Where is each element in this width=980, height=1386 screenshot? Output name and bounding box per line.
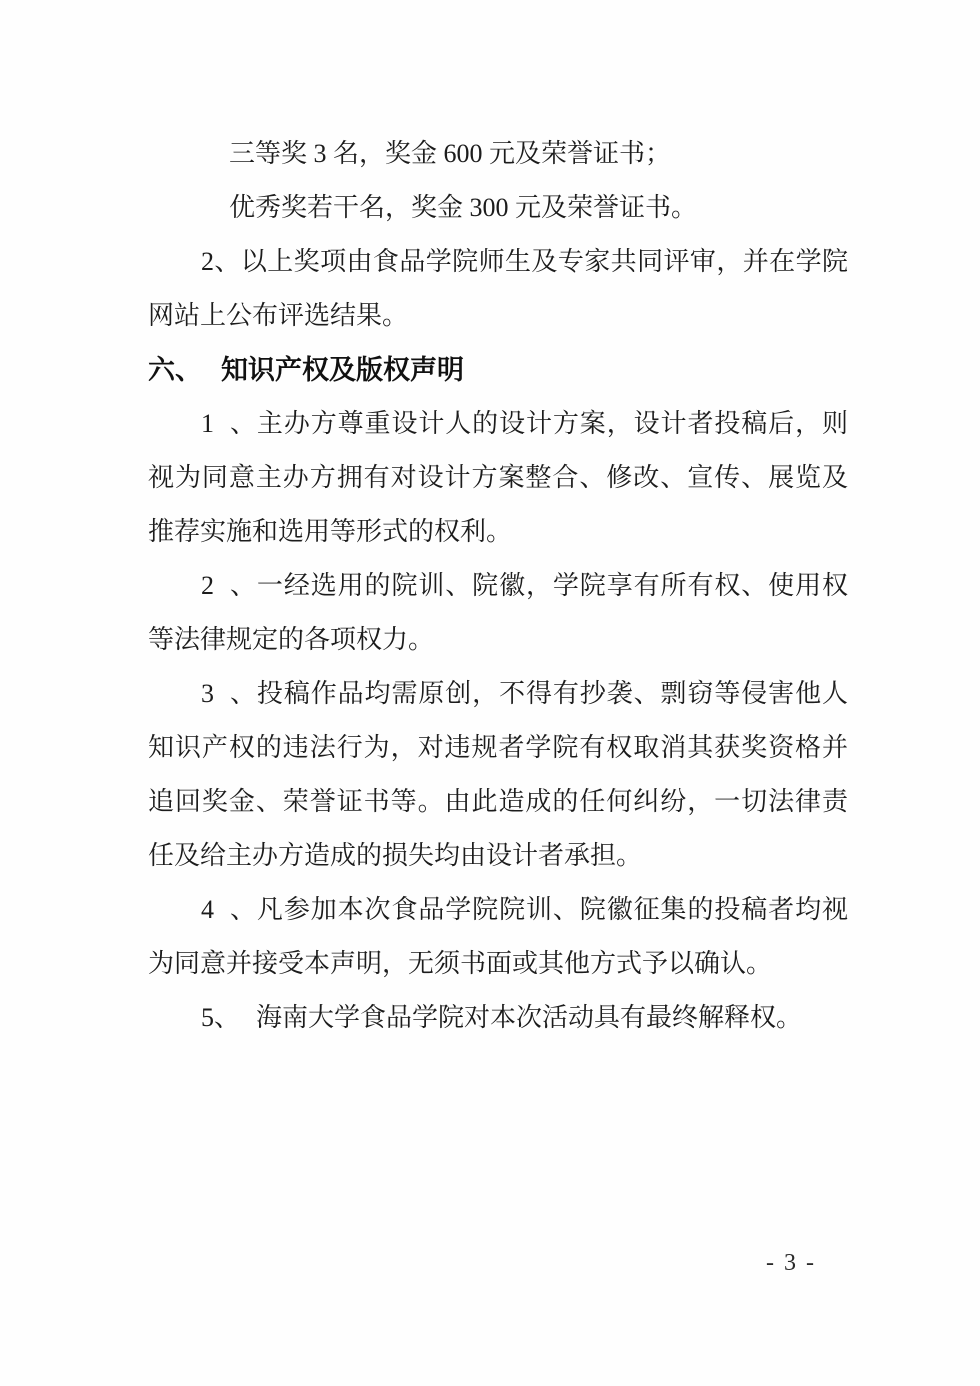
list-item-4-cont <box>148 937 848 991</box>
line-text: 2、以上奖项由食品学院师生及专家共同评审，并在学院 <box>201 247 848 276</box>
item-number: 5、 <box>201 1003 241 1032</box>
line-text: 追回奖金、荣誉证书等。由此造成的任何纠纷，一切法律责 <box>148 787 848 816</box>
list-item-3 <box>148 667 848 721</box>
line-review-item-cont <box>148 289 848 343</box>
section-number: 六、 <box>148 355 202 385</box>
line-text: 主办方尊重设计人的设计方案，设计者投稿后，则 <box>256 409 848 438</box>
line-excellence-prize <box>148 181 848 235</box>
list-item-4 <box>148 883 848 937</box>
line-text: 投稿作品均需原创，不得有抄袭、剽窃等侵害他人 <box>256 679 848 708</box>
list-item-3-cont <box>148 775 848 829</box>
list-item-3-cont <box>148 721 848 775</box>
line-text: 知识产权的违法行为，对违规者学院有权取消其获奖资格并 <box>148 733 848 762</box>
line-text: 等法律规定的各项权力。 <box>148 625 435 654</box>
list-item-1-cont <box>148 451 848 505</box>
list-item-1 <box>148 397 848 451</box>
list-item-2-cont <box>148 613 848 667</box>
page-number: - 3 - <box>766 1250 816 1276</box>
line-text: 优秀奖若干名，奖金 300 元及荣誉证书。 <box>229 193 698 222</box>
list-item-3-cont <box>148 829 848 883</box>
item-number: 2、 <box>201 571 256 600</box>
item-number: 3、 <box>201 679 256 708</box>
section-title: 知识产权及版权声明 <box>221 355 464 385</box>
line-text: 网站上公布评选结果。 <box>148 301 409 330</box>
line-text: 凡参加本次食品学院院训、院徽征集的投稿者均视 <box>256 895 848 924</box>
line-text: 推荐实施和选用等形式的权利。 <box>148 517 513 546</box>
line-text: 视为同意主办方拥有对设计方案整合、修改、宣传、展览及 <box>148 463 848 492</box>
line-text: 一经选用的院训、院徽，学院享有所有权、使用权 <box>256 571 848 600</box>
line-text: 为同意并接受本声明，无须书面或其他方式予以确认。 <box>148 949 773 978</box>
list-item-5 <box>148 991 848 1045</box>
line-third-prize <box>148 127 848 181</box>
item-number: 1、 <box>201 409 256 438</box>
document-body <box>148 127 848 1045</box>
line-review-item <box>148 235 848 289</box>
line-text: 任及给主办方造成的损失均由设计者承担。 <box>148 841 643 870</box>
line-text: 三等奖 3 名，奖金 600 元及荣誉证书； <box>229 139 672 168</box>
line-text: 海南大学食品学院对本次活动具有最终解释权。 <box>256 1003 803 1032</box>
section-heading-ip-copyright <box>148 343 848 397</box>
list-item-1-cont <box>148 505 848 559</box>
item-number: 4、 <box>201 895 256 924</box>
list-item-2 <box>148 559 848 613</box>
